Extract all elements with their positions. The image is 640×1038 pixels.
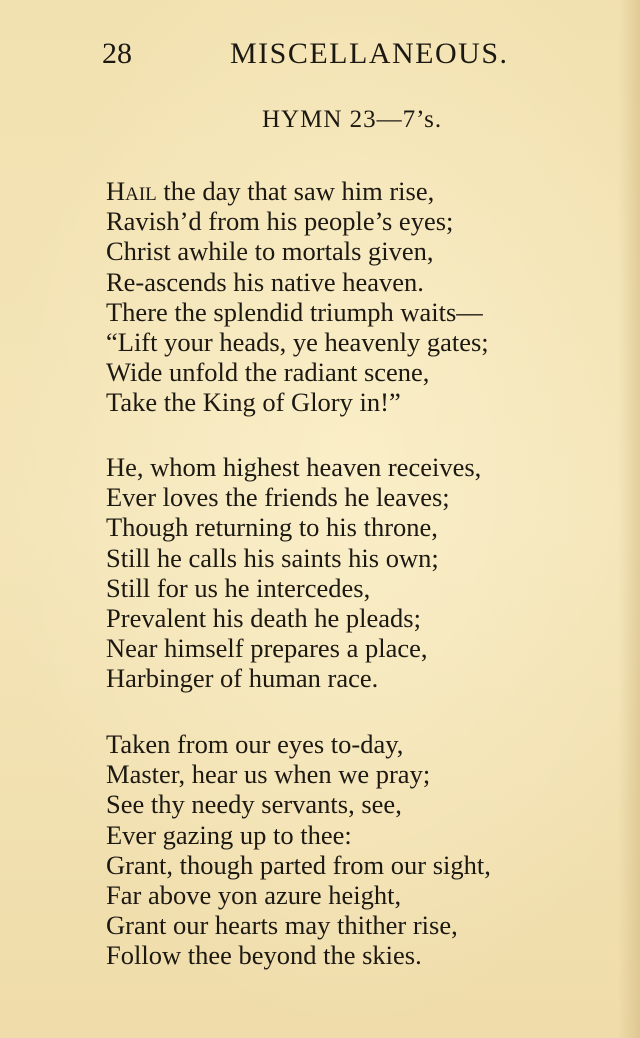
verse-line: Wide unfold the radiant scene, — [106, 357, 430, 388]
page-header — [102, 34, 522, 74]
verse-line: Ever loves the friends he leaves; — [106, 482, 450, 513]
verse-line: Ravish’d from his people’s eyes; — [106, 206, 454, 237]
verse-line: Follow thee beyond the skies. — [106, 940, 422, 971]
verse-line — [106, 176, 489, 206]
verse-line: See thy needy servants, see, — [106, 789, 402, 820]
hymn-title: HYMN 23—7’s. — [262, 106, 443, 133]
verse-line: Master, hear us when we pray; — [106, 759, 431, 790]
stanza-2 — [106, 452, 481, 694]
verse-line: Grant, though parted from our sight, — [106, 849, 491, 880]
verse-line: Re-ascends his native heaven. — [106, 266, 424, 297]
verse-line: Near himself prepares a place, — [106, 633, 428, 664]
verse-line: “Lift your heads, ye heavenly gates; — [106, 327, 489, 358]
verse-line-text: the day that saw him rise, — [156, 176, 435, 206]
verse-line: Far above yon azure height, — [106, 880, 402, 911]
verse-line: Harbinger of human race. — [106, 663, 379, 694]
running-head: MISCELLANEOUS. — [230, 37, 509, 70]
first-word: Hail — [106, 176, 157, 206]
verse-line: Though returning to his throne, — [106, 512, 438, 543]
verse-line: Take the King of Glory in!” — [106, 387, 401, 418]
stanza-3 — [106, 729, 491, 971]
page-edge-shadow — [618, 0, 640, 1038]
verse-line: Christ awhile to mortals given, — [106, 236, 434, 267]
verse-line: Prevalent his death he pleads; — [106, 603, 421, 634]
verse-line: Still he calls his saints his own; — [106, 542, 439, 573]
verse-line: He, whom highest heaven receives, — [106, 452, 482, 482]
stanza-1 — [106, 176, 489, 418]
verse-line: Taken from our eyes to-day, — [106, 729, 404, 759]
page-number: 28 — [102, 37, 132, 70]
verse-line: There the splendid triumph waits— — [106, 296, 483, 327]
verse-line: Grant our hearts may thither rise, — [106, 910, 458, 941]
verse-line: Still for us he intercedes, — [106, 572, 371, 603]
verse-line: Ever gazing up to thee: — [106, 819, 352, 850]
